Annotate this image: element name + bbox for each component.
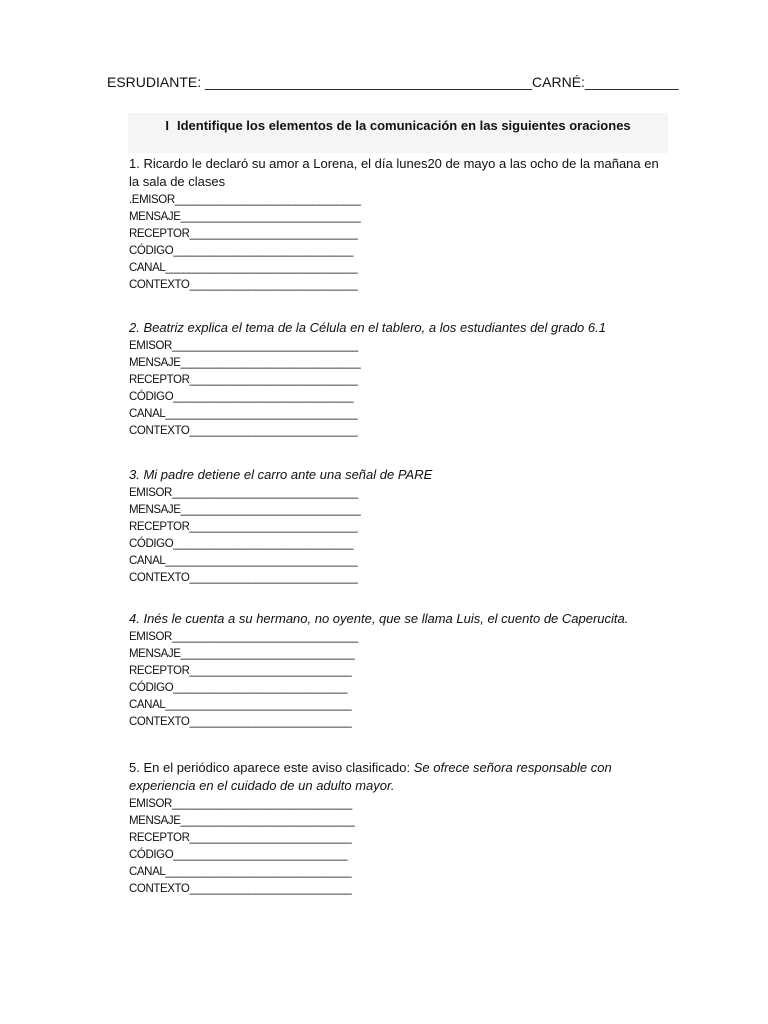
emisor-field[interactable]: EMISOR______________________________ (129, 798, 352, 810)
canal-field[interactable]: CANAL________________________________ (129, 408, 358, 420)
codigo-field[interactable]: CÓDIGO_____________________________ (129, 849, 348, 861)
emisor-field[interactable]: EMISOR_______________________________ (129, 340, 358, 352)
section-numeral: I (165, 118, 169, 133)
instruction-banner (128, 113, 668, 153)
mensaje-field[interactable]: MENSAJE_____________________________ (129, 648, 355, 660)
receptor-field[interactable]: RECEPTOR____________________________ (129, 521, 358, 533)
question-text: 1. Ricardo le declaró su amor a Lorena, el día lunes20 de mayo a las ocho de la mañana en la sala de clases (129, 156, 659, 189)
mensaje-field[interactable]: MENSAJE______________________________ (129, 504, 361, 516)
codigo-field[interactable]: CÓDIGO_____________________________ (129, 682, 348, 694)
contexto-field[interactable]: CONTEXTO____________________________ (129, 572, 358, 584)
question-text: 3. Mi padre detiene el carro ante una señal de PARE (129, 467, 433, 482)
receptor-field[interactable]: RECEPTOR___________________________ (129, 665, 352, 677)
contexto-field[interactable]: CONTEXTO___________________________ (129, 716, 352, 728)
mensaje-field[interactable]: MENSAJE______________________________ (129, 357, 361, 369)
emisor-field[interactable]: EMISOR_______________________________ (129, 631, 358, 643)
question-3 (129, 466, 669, 587)
canal-field[interactable]: CANAL________________________________ (129, 555, 358, 567)
emisor-field[interactable]: EMISOR_______________________________ (129, 487, 358, 499)
question-text (129, 759, 669, 795)
carne-field[interactable]: CARNÉ:____________ (532, 74, 679, 90)
codigo-field[interactable]: CÓDIGO______________________________ (129, 245, 354, 257)
contexto-field[interactable]: CONTEXTO___________________________ (129, 883, 352, 895)
header-line (107, 74, 678, 90)
contexto-field[interactable]: CONTEXTO____________________________ (129, 279, 358, 291)
receptor-field[interactable]: RECEPTOR___________________________ (129, 832, 352, 844)
emisor-field[interactable]: .EMISOR_______________________________ (129, 194, 361, 206)
question-1 (129, 155, 669, 294)
mensaje-field[interactable]: MENSAJE_____________________________ (129, 815, 355, 827)
canal-field[interactable]: CANAL_______________________________ (129, 866, 352, 878)
student-name-field[interactable]: ESRUDIANTE: __________________________________________ (107, 74, 533, 90)
canal-field[interactable]: CANAL________________________________ (129, 262, 358, 274)
question-5 (129, 759, 669, 898)
codigo-field[interactable]: CÓDIGO______________________________ (129, 391, 354, 403)
question-4 (129, 610, 669, 731)
question-2 (129, 319, 669, 440)
question-text: 2. Beatriz explica el tema de la Célula en el tablero, a los estudiantes del grado 6.1 (129, 320, 606, 335)
codigo-field[interactable]: CÓDIGO______________________________ (129, 538, 354, 550)
question-text: 4. Inés le cuenta a su hermano, no oyente, que se llama Luis, el cuento de Caperucita. (129, 611, 629, 626)
classified-ad-text: Se ofrece señora responsable con experiencia en el cuidado de un adulto mayor. (129, 760, 612, 793)
receptor-field[interactable]: RECEPTOR____________________________ (129, 374, 358, 386)
receptor-field[interactable]: RECEPTOR____________________________ (129, 228, 358, 240)
instruction-title: Identifique los elementos de la comunicación en las siguientes oraciones (176, 118, 631, 133)
mensaje-field[interactable]: MENSAJE______________________________ (129, 211, 361, 223)
question-prefix: 5. En el periódico aparece este aviso clasificado: (129, 760, 414, 775)
canal-field[interactable]: CANAL_______________________________ (129, 699, 352, 711)
contexto-field[interactable]: CONTEXTO____________________________ (129, 425, 358, 437)
